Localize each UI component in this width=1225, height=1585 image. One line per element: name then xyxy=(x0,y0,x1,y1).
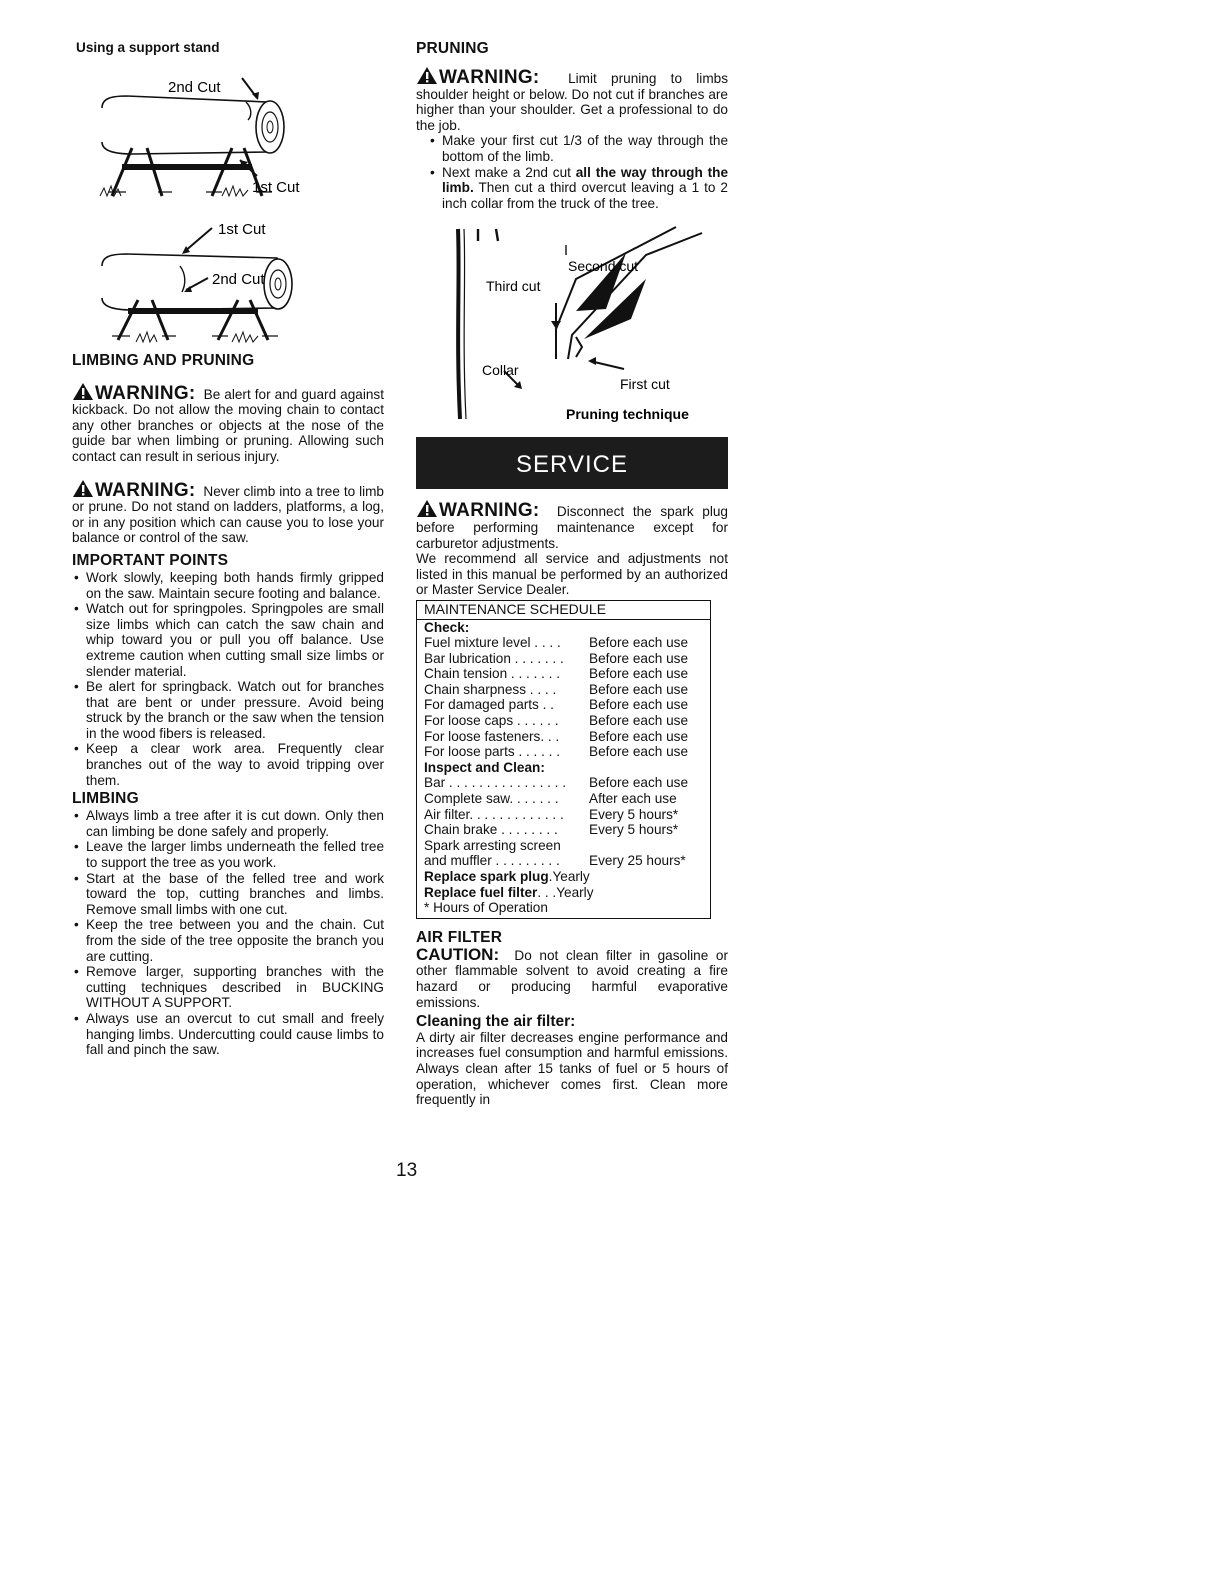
air-filter-heading: AIR FILTER xyxy=(416,928,503,946)
fig1-cut2-label: 2nd Cut xyxy=(168,78,221,96)
table-row: Chain tension . . . . . . . Before each use xyxy=(424,666,688,682)
left-column xyxy=(72,40,384,1058)
fig2-cut1-label: 1st Cut xyxy=(218,220,266,238)
maintenance-schedule-table xyxy=(416,600,711,919)
collar-label: Collar xyxy=(482,362,519,379)
warning-label: WARNING: xyxy=(439,500,540,522)
limbing-heading: LIMBING xyxy=(72,790,139,808)
warning-pruning xyxy=(416,66,728,133)
warning-label: WARNING: xyxy=(95,479,196,501)
pruning-heading: PRUNING xyxy=(416,40,489,57)
table-row: and muffler . . . . . . . . . Every 25 hours* xyxy=(424,853,686,869)
list-item: • Work slowly, keeping both hands firmly gripped on the saw. Maintain secure footing and balance. xyxy=(86,570,384,601)
check-label: Check: xyxy=(424,619,470,635)
table-row: For loose caps . . . . . . Before each use xyxy=(424,713,688,729)
warning-triangle-icon xyxy=(72,479,94,498)
list-item: • Remove larger, supporting branches with the cutting techniques described in BUCKING WITHOUT A SUPPORT. xyxy=(86,964,384,1011)
list-item: • Next make a 2nd cut all the way through the limb. Then cut a third overcut leaving a 1 to 2 inch collar from the truck of the tree. xyxy=(442,165,728,212)
list-item: • Always use an overcut to cut small and freely hanging limbs. Undercutting could cause limbs to fall and pinch the saw. xyxy=(86,1011,384,1058)
list-item: • Start at the base of the felled tree and work toward the top, cutting branches and limbs. Remove small limbs with one cut. xyxy=(86,871,384,918)
warning-text: Be alert for and guard against kickback. Do not allow the moving chain to contact any other branches or objects at the nose of the guide bar when limbing or pruning. Allowing such contact can result in serious injury. xyxy=(72,386,384,464)
table-row: Bar . . . . . . . . . . . . . . . . Before each use xyxy=(424,775,688,791)
table-row: Air filter. . . . . . . . . . . . . Every 5 hours* xyxy=(424,806,679,822)
table-row: For damaged parts . . Before each use xyxy=(424,697,688,713)
important-points-heading: IMPORTANT POINTS xyxy=(72,551,229,569)
cleaning-heading: Cleaning the air filter: xyxy=(416,1013,576,1031)
fig2-cut2-label: 2nd Cut xyxy=(212,270,265,288)
warning-text: Never climb into a tree to limb or prune. Do not stand on ladders, platforms, a log, or in any position which can cause you to lose your balance or control of the saw. xyxy=(72,483,384,546)
pruning-points-list xyxy=(416,133,728,211)
warning-triangle-icon xyxy=(416,66,438,85)
table-row: Chain brake . . . . . . . . Every 5 hours* xyxy=(424,822,679,838)
third-cut-label: Third cut xyxy=(486,278,541,295)
caution-paragraph: CAUTION: Do not clean filter in gasoline or other flammable solvent to avoid creating a fire hazard or producing harmful evaporative emissions. xyxy=(416,944,728,1010)
limbing-points-list xyxy=(72,808,384,1058)
list-item: • Always limb a tree after it is cut down. Only then can limbing be done safely and properly. xyxy=(86,808,384,839)
list-item: • Make your first cut 1/3 of the way through the bottom of the limb. xyxy=(442,133,728,164)
check-rows xyxy=(424,635,704,760)
table-row: For loose fasteners. . . Before each use xyxy=(424,728,688,744)
table-row: Replace spark plug . Yearly xyxy=(424,869,590,884)
right-column xyxy=(416,40,728,1108)
warning-climb xyxy=(72,479,384,546)
table-row: Bar lubrication . . . . . . . Before each use xyxy=(424,650,688,666)
schedule-footnote: * Hours of Operation xyxy=(424,900,548,916)
cleaning-text: A dirty air filter decreases engine performance and increases fuel consumption and harmful emissions. Always clean after 15 tanks of fuel or 5 hours of operation, whichever comes first. Clean more frequently in xyxy=(416,1029,728,1108)
table-row: Spark arresting screen xyxy=(424,837,561,853)
warning-label: WARNING: xyxy=(439,67,540,88)
inspect-label: Inspect and Clean: xyxy=(424,759,545,775)
support-stand-title: Using a support stand xyxy=(76,40,220,55)
pruning-technique-figure xyxy=(416,219,728,429)
list-item: • Be alert for springback. Watch out for branches that are bent or under pressure. Avoid being struck by the branch or the saw when the tension in the wood fibers is released. xyxy=(86,679,384,741)
service-text: We recommend all service and adjustments not listed in this manual be performed by an authorized or Master Service Dealer. xyxy=(416,551,728,598)
warning-service xyxy=(416,499,728,551)
warning-label: WARNING: xyxy=(95,382,196,404)
table-row: Chain sharpness . . . . Before each use xyxy=(424,681,688,697)
service-banner: SERVICE xyxy=(416,437,728,489)
important-points-list xyxy=(72,570,384,788)
list-item: • Keep a clear work area. Frequently clear branches out of the way to avoid tripping over them. xyxy=(86,741,384,788)
list-item: • Keep the tree between you and the chain. Cut from the side of the tree opposite the branch you are cutting. xyxy=(86,917,384,964)
warning-triangle-icon xyxy=(416,499,438,518)
schedule-title: MAINTENANCE SCHEDULE xyxy=(417,601,710,620)
support-stand-figure-2 xyxy=(72,204,384,346)
warning-text: Disconnect the spark plug before performing maintenance except for carburetor adjustments. xyxy=(416,504,728,551)
limbing-pruning-heading: LIMBING AND PRUNING xyxy=(72,351,255,369)
table-row: For loose parts . . . . . . Before each use xyxy=(424,744,688,760)
inspect-rows xyxy=(424,775,704,837)
first-cut-label: First cut xyxy=(620,376,670,393)
warning-triangle-icon xyxy=(72,382,94,401)
warning-kickback xyxy=(72,382,384,465)
support-stand-figure-1 xyxy=(72,56,384,204)
fig1-cut1-label: 1st Cut xyxy=(252,178,300,196)
page-number: 13 xyxy=(396,1160,418,1181)
list-item: • Leave the larger limbs underneath the felled tree to support the tree as you work. xyxy=(86,839,384,870)
table-row: Fuel mixture level . . . . Before each use xyxy=(424,635,688,651)
pruning-caption: Pruning technique xyxy=(566,406,689,423)
second-cut-label: Second cut xyxy=(568,258,639,275)
list-item: • Watch out for springpoles. Springpoles are small size limbs which can catch the saw chain and whip toward you or pull you off balance. Use extreme caution when cutting small size limbs or slender material. xyxy=(86,601,384,679)
table-row: Replace fuel filter . . . Yearly xyxy=(424,884,594,900)
table-row: Complete saw. . . . . . . After each use xyxy=(424,791,677,807)
warning-text: Limit pruning to limbs shoulder height or below. Do not cut if branches are higher than your shoulder. Get a professional to do the job. xyxy=(416,71,728,133)
